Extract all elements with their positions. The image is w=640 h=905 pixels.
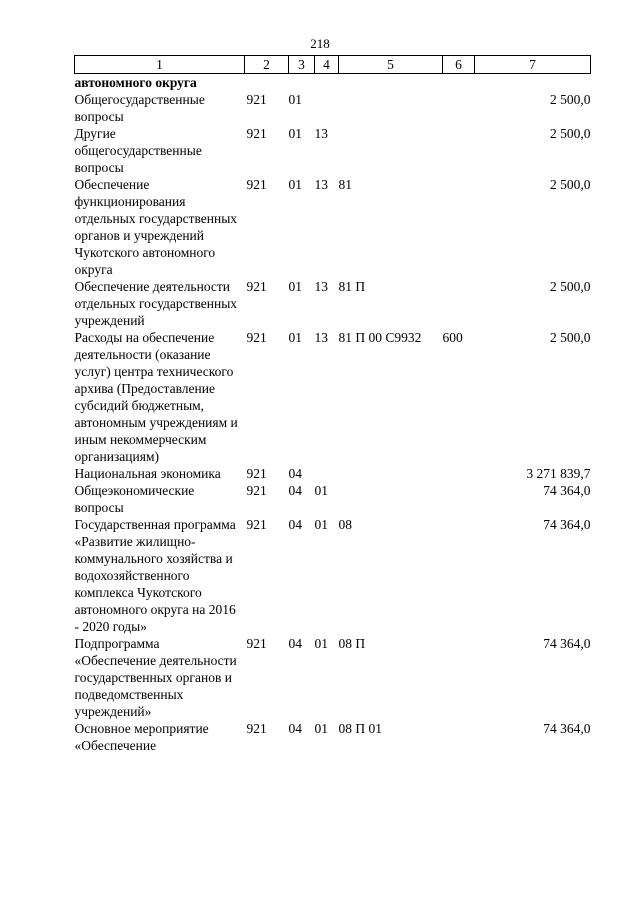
row-admin-code: 921 — [246, 721, 267, 736]
row-name: Общеэкономические вопросы — [74, 483, 195, 515]
table-row — [75, 635, 591, 720]
row-admin-code: 921 — [246, 330, 267, 345]
row-admin-code: 921 — [246, 92, 267, 107]
row-admin-code: 921 — [246, 279, 267, 294]
row-name: Основное мероприятие «Обеспечение — [74, 721, 209, 753]
row-subsection-code: 01 — [314, 517, 328, 532]
row-target-article: 08 П 01 — [338, 721, 382, 736]
row-subsection-code: 01 — [314, 721, 328, 736]
table-row — [75, 278, 591, 329]
row-target-article — [339, 74, 443, 92]
row-admin-code: 921 — [246, 177, 267, 192]
row-section-code: 04 — [288, 517, 302, 532]
row-expense-type: 600 — [442, 330, 463, 345]
row-admin-code — [245, 74, 289, 92]
row-amount: 2 500,0 — [550, 330, 591, 345]
row-admin-code: 921 — [246, 466, 267, 481]
row-admin-code: 921 — [246, 126, 267, 141]
row-amount: 3 271 839,7 — [526, 466, 591, 481]
row-name: Обеспечение деятельности отдельных государственных учреждений — [74, 279, 238, 328]
row-target-article: 08 — [338, 517, 352, 532]
row-section-code: 04 — [288, 483, 302, 498]
row-admin-code: 921 — [246, 517, 267, 532]
row-expense-type — [443, 278, 475, 329]
header-cell: 7 — [475, 56, 591, 74]
table-row — [75, 329, 591, 465]
row-subsection-code: 13 — [314, 177, 328, 192]
row-name: Общегосударственные вопросы — [74, 92, 205, 124]
row-name: Расходы на обеспечение деятельности (оказание услуг) центра технического архива (Предоставление субсидий бюджетным, автономным учреждениям и иным некоммерческим организациям) — [74, 330, 238, 464]
row-section-code: 01 — [288, 279, 302, 294]
row-name: Подпрограмма «Обеспечение деятельности государственных органов и подведомственных учреждений» — [74, 636, 237, 719]
header-cell: 4 — [315, 56, 339, 74]
row-section-code — [289, 74, 315, 92]
row-subsection-code — [315, 91, 339, 125]
row-expense-type — [443, 720, 475, 754]
row-name: Обеспечение функционирования отдельных государственных органов и учреждений Чукотского автономного округа — [74, 177, 238, 277]
row-subsection-code — [315, 465, 339, 482]
row-admin-code: 921 — [246, 636, 267, 651]
row-section-code: 01 — [288, 92, 302, 107]
row-amount: 2 500,0 — [550, 92, 591, 107]
table-row — [75, 516, 591, 635]
header-cell: 3 — [289, 56, 315, 74]
row-amount: 74 364,0 — [543, 636, 591, 651]
row-target-article — [339, 91, 443, 125]
row-amount — [475, 74, 591, 92]
row-name: Государственная программа «Развитие жилищно-коммунального хозяйства и водохозяйственного комплекса Чукотского автономного округа на 2016 - 2020 годы» — [74, 517, 236, 634]
header-cell: 2 — [245, 56, 289, 74]
row-expense-type — [443, 91, 475, 125]
row-admin-code: 921 — [246, 483, 267, 498]
row-amount: 2 500,0 — [550, 279, 591, 294]
table-row — [75, 176, 591, 278]
row-section-code: 01 — [288, 177, 302, 192]
row-section-code: 04 — [288, 636, 302, 651]
row-expense-type — [443, 635, 475, 720]
row-target-article: 08 П — [338, 636, 366, 651]
table-row — [75, 125, 591, 176]
row-name: автономного округа — [74, 75, 197, 90]
page-number: 218 — [310, 36, 330, 51]
row-amount: 2 500,0 — [550, 177, 591, 192]
row-name: Национальная экономика — [74, 466, 221, 481]
row-expense-type — [443, 125, 475, 176]
row-expense-type — [443, 74, 475, 92]
row-expense-type — [443, 176, 475, 278]
row-target-article — [339, 482, 443, 516]
header-cell: 1 — [75, 56, 245, 74]
row-section-code: 04 — [288, 466, 302, 481]
row-expense-type — [443, 482, 475, 516]
row-subsection-code: 01 — [314, 636, 328, 651]
table-body — [75, 74, 591, 755]
row-target-article — [339, 125, 443, 176]
row-amount: 74 364,0 — [543, 721, 591, 736]
table-row — [75, 720, 591, 754]
row-subsection-code: 01 — [314, 483, 328, 498]
row-name: Другие общегосударственные вопросы — [74, 126, 202, 175]
header-cell: 5 — [339, 56, 443, 74]
row-target-article: 81 П — [338, 279, 366, 294]
row-target-article: 81 П 00 С9932 — [338, 330, 422, 345]
row-expense-type — [443, 465, 475, 482]
row-subsection-code: 13 — [314, 330, 328, 345]
table-row — [75, 482, 591, 516]
row-subsection-code — [315, 74, 339, 92]
table-header — [75, 56, 591, 74]
table-row — [75, 91, 591, 125]
row-section-code: 01 — [288, 126, 302, 141]
header-cell: 6 — [443, 56, 475, 74]
row-subsection-code: 13 — [314, 126, 328, 141]
row-target-article — [339, 465, 443, 482]
row-subsection-code: 13 — [314, 279, 328, 294]
row-expense-type — [443, 516, 475, 635]
table-row — [75, 74, 591, 92]
row-section-code: 01 — [288, 330, 302, 345]
row-section-code: 04 — [288, 721, 302, 736]
row-amount: 74 364,0 — [543, 483, 591, 498]
row-target-article: 81 — [338, 177, 352, 192]
budget-table — [74, 55, 591, 754]
row-amount: 2 500,0 — [550, 126, 591, 141]
table-row — [75, 465, 591, 482]
header-row — [75, 56, 591, 74]
row-amount: 74 364,0 — [543, 517, 591, 532]
